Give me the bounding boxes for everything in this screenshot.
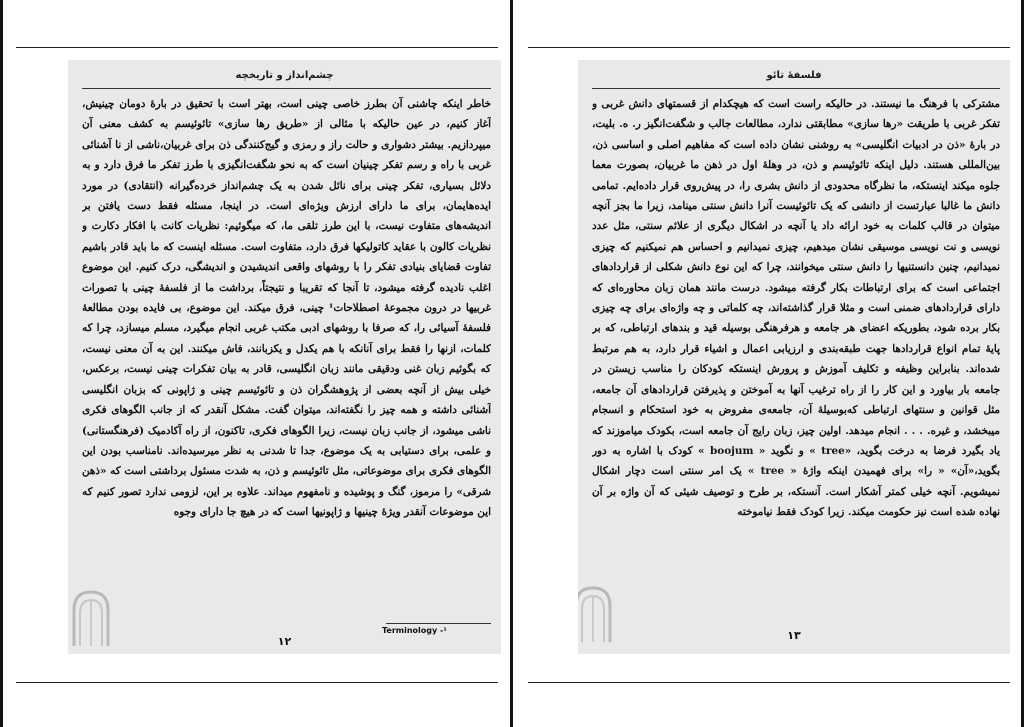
left-footnote: Terminology -¹	[382, 626, 447, 635]
right-top-rule	[528, 47, 1010, 48]
right-page	[578, 60, 1010, 654]
left-top-rule	[16, 47, 498, 48]
library-stamp-icon	[70, 588, 112, 646]
right-body-text: مشترکی با فرهنگ ما نیستند. در حالیکه راست است که هیچکدام از قسمتهای دانش غربی و تفکر غربی با طریقت «رها سازی» مطابقتی ندارد، مطالعات جالب و شگفت‌انگیز ر. ه. بلیت، در بارهٔ «ذن در ادبیات انگلیسی» به روشنی نشان داده است که مفاهیم اصلی و اساسی ذن، بین‌المللی هستند. دلیل اینکه تائوئیسم و ذن، در وهلهٔ اول در ذهن ما غربیان، بصورت معما جلوه میکند اینستکه، ما نظرگاه محدودی از دانش بشری را، در پیش‌روی قرار داده‌ایم. تمامی دانش ما غالبا عبارتست از دانشی که یک تائوئیست آنرا دانش سنتی مینامد، زیرا ما بجز آنچه میتوان در قالب کلمات به خود ارائه داد یا آنچه در اشکال دیگری از علائم سنتی، مثل عدد نویسی و نت نویسی موسیقی نشان میدهیم، چیزی نمیدانیم و احساس هم نمیکنیم که چیزی نمیدانیم، چنین دانستنیها را دانش سنتی میخوانند، چرا که این نوع دانش شکلی از قراردادهای اجتماعی است که برای ارتباطات بکار گرفته میشود. درست مانند همان زبان محاوره‌ای که دارای قراردادهای ضمنی است و مثلا قرار گذاشته‌اند، چه کلماتی و چه واژه‌ای برای چه چیزی بکار برده شود، بطوریکه اعضای هر جامعه و هرفرهنگی بوسیله قید و بندهای ارتباطی، که بر پایهٔ تمام انواع قراردادها جهت طبقه‌بندی و ارزیابی اعمال و اشیاء قرار دارد، به هم مرتبط شده‌اند. بنابراین وظیفه و تکلیف آموزش و پرورش اینستکه کودکان را مناسب زیستن در جامعه بار بیاورد و این کار را از راه ترغیب آنها به آموختن و پذیرفتن قراردادهای آن جامعه، مثل قوانین و سنتهای ارتباطی که‌بوسیلهٔ آن، جامعه‌ی مفروض به خود استحکام و انسجام میبخشد، و غیره. . . . انجام میدهد. اولین چیز، زبان رایج آن جامعه است، بکودک میاموزند که یاد بگیرد فرضا به درخت بگوید، «tree » و نگوید « boojum » کودک با اشاره به دور بگوید،«آن» « را» برای فهمیدن اینکه واژهٔ « tree » یک امر سنتی است دچار اشکال نمیشویم. آنچه خیلی کمتر آشکار است. آنستکه، بر طرح و توصیف شیئی که آن واژه بر آن نهاده شده است نیز حکومت میکند. زیرا کودک فقط نیاموخته	[592, 98, 1000, 519]
left-bottom-rule	[16, 682, 498, 683]
right-page-number: ۱۳	[787, 629, 801, 642]
left-body-text: خاطر اینکه چاشنی آن بطرز خاصی چینی است، بهتر است با تحقیق در بارهٔ دومان چینیش، آغاز کنیم، در عین حالیکه با مثالی از «طریق رها سازی» تائوئیسم به کشف معنی آن میپردازیم. بیشتر دشواری و حالت راز و رمزی و گیج‌کنندگی ذن برای غربیان،ناشی از نا آشنائی غربی با راه و رسم تفکر چینیان است که به نحو شگفت‌انگیزی با طرز تفکر ما فرق دارد و به دلائل بسیاری، تفکر چینی برای نائل شدن به یک چشم‌انداز خرده‌گیرانه (انتقادی) در مورد ایده‌هایمان، برای ما دارای ارزش ویژه‌ای است. در اینجا، مسئله فقط دست یافتن بر اندیشه‌های متفاوت نیست، با این طرز تلقی ما، که میگوئیم: نظریات کانت با افکار دکارت و نظریات کالون با عقاید کاتولیکها فرق دارد، متفاوت است. مسئله اینست که ما باید قادر باشیم تفاوت قضایای بنیادی تفکر را با روشهای واقعی اندیشیدن و اندیشگی، درک کنیم. این موضوع اغلب نادیده گرفته میشود، تا آنجا که تقریبا و نتیجتاً، برداشت ما از فلسفهٔ چینی با تصورات غربیها در درون مجموعهٔ اصطلاحات¹ چینی، فرق میکند. این موضوع، بی فایده بودن مطالعهٔ فلسفهٔ آسیائی را، که صرفا با روشهای ادبی مکتب غربی انجام میگیرد، مسلم میسازد، چرا که کلمات، ازنها را فقط برای آنانکه با هم یکدل و یکزبانند، فاش میکنند. این به آن معنی نیست، که بگوئیم زبان غنی ودقیقی مانند زبان انگلیسی، قادر به بیان تفکرات چینی نیست، برعکس، خیلی بیش از آنچه بعضی از پژوهشگران ذن و تائوئیسم چینی و ژاپونی که بزبان انگلیسی آشنائی داشته و همه چیز را نگفته‌اند، میتوان گفت. مشکل آنقدر که از جانب الگوهای فکری ناشی میشود، از جانب زبان نیست، زیرا الگوهای فکری، تاکنون، از راه آکادمیک (فرهنگستانی) و علمی، برای دستیابی به یک موضوع، جدا تا شدنی به نظر میرسیده‌اند. نامناسب بودن این الگوهای فکری برای موضوعاتی، مثل تائوئیسم و ذن، به شدت مسئول برداشتی است که «ذهن شرقی» را مرموز، گنگ و پوشیده و نامفهوم میداند. علاوه بر این، لزومی ندارد تصور کنیم که این موضوعات آنقدر ویژهٔ چینیها و ژاپونیها است که در هیچ جا دارای وجوه	[82, 98, 491, 519]
right-bottom-rule	[528, 682, 1010, 683]
library-stamp-icon	[578, 584, 614, 642]
left-footnote-rule	[386, 623, 491, 624]
frame-left-edge	[0, 0, 3, 727]
left-page	[68, 60, 501, 654]
left-running-head: چشم‌انداز و تاریخچه	[235, 70, 334, 81]
left-page-number: ۱۲	[277, 635, 292, 648]
left-head-rule	[82, 88, 491, 89]
right-head-rule	[592, 88, 1000, 89]
spread-divider	[510, 0, 513, 727]
right-running-head: فلسفهٔ تائو	[766, 70, 822, 81]
